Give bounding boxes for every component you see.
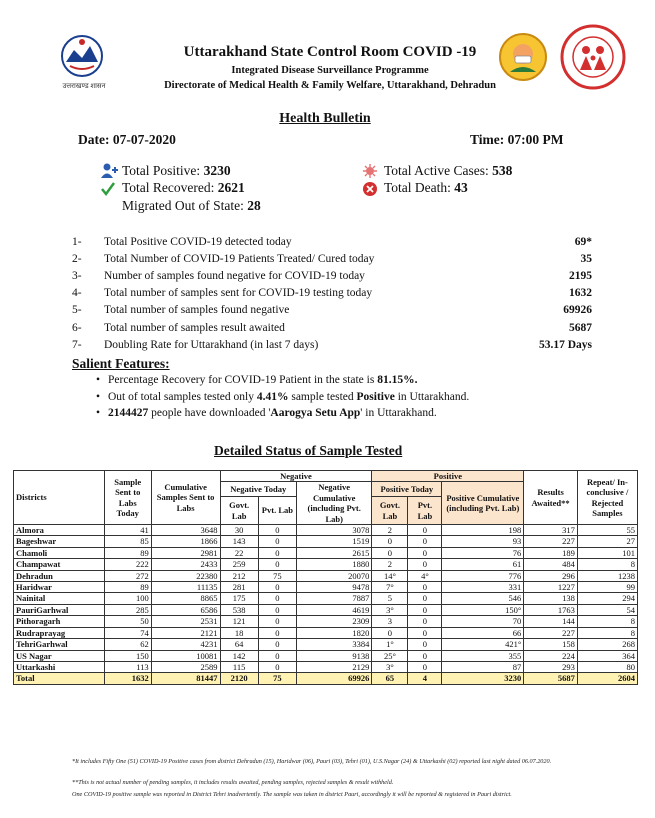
table-cell: 0 <box>408 559 442 570</box>
table-cell: 74 <box>104 627 151 638</box>
table-cell: 364 <box>577 650 637 661</box>
table-cell: 0 <box>408 616 442 627</box>
table-cell: 8865 <box>151 593 220 604</box>
table-cell: 8 <box>577 627 637 638</box>
table-cell: 70 <box>442 616 524 627</box>
table-cell: 99 <box>577 582 637 593</box>
table-cell: 0 <box>258 582 296 593</box>
table-cell: 3384 <box>297 639 372 650</box>
salient-title: Salient Features: <box>72 356 170 371</box>
col-negative: Negative <box>220 471 372 482</box>
table-cell: 189 <box>524 547 578 558</box>
district-cell: Total <box>14 673 105 684</box>
covid-mascot-logo <box>498 32 548 82</box>
bulletin-time: Time: 07:00 PM <box>470 132 564 147</box>
table-row <box>14 627 638 638</box>
table-cell: 7° <box>372 582 408 593</box>
table-title: Detailed Status of Sample Tested <box>214 443 403 458</box>
table-cell: 2 <box>372 559 408 570</box>
table-cell: 1519 <box>297 536 372 547</box>
table-row <box>14 570 638 581</box>
footnote-1: *It includes Fifty One (51) COVID-19 Positive cases from district Dehradun (15), Haridwar (06), Pauri (03), Tehri (01), U.S.Nagar (24) & Uttarkashi (02) reported last night dated 06.07.2020. <box>72 758 552 765</box>
summary-row <box>72 285 592 302</box>
summary-label: Number of samples found negative for COVID-19 today <box>104 269 365 282</box>
col-pos-cum: Positive Cumulative (including Pvt. Lab) <box>442 482 524 525</box>
table-cell: 20070 <box>297 570 372 581</box>
active-value: 538 <box>492 163 513 178</box>
table-row <box>14 582 638 593</box>
page-title: Uttarakhand State Control Room COVID -19 <box>183 44 477 60</box>
table-cell: 65 <box>372 673 408 684</box>
table-row <box>14 536 638 547</box>
salient-text: Out of total samples tested only <box>108 391 257 403</box>
district-cell: Almora <box>14 525 105 536</box>
bulletin-date: Date: 07-07-2020 <box>78 132 176 147</box>
table-cell: 85 <box>104 536 151 547</box>
table-cell: 331 <box>442 582 524 593</box>
table-cell: 0 <box>258 639 296 650</box>
migrated-label: Migrated Out of State: <box>122 198 244 213</box>
district-cell: Dehradun <box>14 570 105 581</box>
col-sample-sent: Sample Sent to Labs Today <box>104 471 151 525</box>
table-cell: 8 <box>577 616 637 627</box>
table-row <box>14 547 638 558</box>
table-cell: 54 <box>577 604 637 615</box>
summary-label: Total Positive COVID-19 detected today <box>104 235 292 248</box>
table-cell: 2121 <box>151 627 220 638</box>
table-cell: 7887 <box>297 593 372 604</box>
summary-row <box>72 267 592 284</box>
table-cell: 227 <box>524 627 578 638</box>
table-cell: 76 <box>442 547 524 558</box>
table-cell: 0 <box>408 582 442 593</box>
table-cell: 22380 <box>151 570 220 581</box>
table-cell: 484 <box>524 559 578 570</box>
table-cell: 81447 <box>151 673 220 684</box>
col-neg-today: Negative Today <box>220 482 296 497</box>
table-cell: 355 <box>442 650 524 661</box>
table-cell: 4231 <box>151 639 220 650</box>
table-cell: 2589 <box>151 661 220 672</box>
table-cell: 115 <box>220 661 258 672</box>
table-row <box>14 559 638 570</box>
table-cell: 0 <box>258 650 296 661</box>
death-label: Total Death: <box>384 180 451 195</box>
table-cell: 222 <box>104 559 151 570</box>
table-cell: 2615 <box>297 547 372 558</box>
summary-label: Total number of samples found negative <box>104 304 290 317</box>
table-cell: 0 <box>408 639 442 650</box>
table-cell: 294 <box>577 593 637 604</box>
table-cell: 142 <box>220 650 258 661</box>
salient-bold: 4.41% <box>256 391 289 403</box>
table-row <box>14 525 638 536</box>
table-cell: 1763 <box>524 604 578 615</box>
table-cell: 158 <box>524 639 578 650</box>
summary-value: 69926 <box>563 304 592 317</box>
table-cell: 89 <box>104 547 151 558</box>
salient-bold: Positive <box>356 391 395 403</box>
table-cell: 0 <box>258 661 296 672</box>
table-cell: 2309 <box>297 616 372 627</box>
table-cell: 0 <box>408 661 442 672</box>
table-cell: 0 <box>408 604 442 615</box>
table-cell: 285 <box>104 604 151 615</box>
table-cell: 64 <box>220 639 258 650</box>
footnote-3: One COVID-19 positive sample was reported in District Tehri inadvertently. The sample was taken in district Pauri, accordingly it will be reported & registered in Pauri district. <box>72 791 512 798</box>
table-cell: 1227 <box>524 582 578 593</box>
table-cell: 2981 <box>151 547 220 558</box>
table-cell: 1880 <box>297 559 372 570</box>
summary-number: 6- <box>72 321 82 334</box>
table-cell: 0 <box>372 536 408 547</box>
summary-number: 3- <box>72 269 82 282</box>
table-cell: 30 <box>220 525 258 536</box>
salient-text: sample tested <box>288 391 357 403</box>
page-subtitle-directorate: Directorate of Medical Health & Family Welfare, Uttarakhand, Dehradun <box>164 80 496 91</box>
table-cell: 87 <box>442 661 524 672</box>
col-districts: Districts <box>14 471 105 525</box>
check-icon <box>100 181 116 202</box>
table-cell: 61 <box>442 559 524 570</box>
table-cell: 1632 <box>104 673 151 684</box>
table-cell: 272 <box>104 570 151 581</box>
table-cell: 268 <box>577 639 637 650</box>
table-cell: 3230 <box>442 673 524 684</box>
total-death <box>384 180 468 196</box>
table-cell: 4 <box>408 673 442 684</box>
summary-number: 5- <box>72 304 82 317</box>
total-positive <box>122 163 231 179</box>
table-cell: 2433 <box>151 559 220 570</box>
bulletin-title: Health Bulletin <box>279 111 371 126</box>
summary-value: 2195 <box>569 269 592 282</box>
table-cell: 1866 <box>151 536 220 547</box>
table-cell: 6586 <box>151 604 220 615</box>
total-positive-value: 3230 <box>203 163 231 178</box>
table-cell: 421° <box>442 639 524 650</box>
district-cell: TehriGarhwal <box>14 639 105 650</box>
col-positive: Positive <box>372 471 524 482</box>
table-cell: 55 <box>577 525 637 536</box>
logo-caption: उत्तराखण्ड शासन <box>62 82 106 90</box>
salient-bold: 81.15%. <box>377 374 418 386</box>
table-cell: 2120 <box>220 673 258 684</box>
table-cell: 227 <box>524 536 578 547</box>
table-cell: 75 <box>258 673 296 684</box>
table-cell: 1238 <box>577 570 637 581</box>
table-cell: 0 <box>258 559 296 570</box>
death-value: 43 <box>454 180 468 195</box>
table-cell: 9138 <box>297 650 372 661</box>
table-cell: 3648 <box>151 525 220 536</box>
table-cell: 538 <box>220 604 258 615</box>
table-cell: 50 <box>104 616 151 627</box>
district-cell: PauriGarhwal <box>14 604 105 615</box>
summary-number: 4- <box>72 287 82 300</box>
sample-status-table <box>13 470 638 685</box>
table-row <box>14 650 638 661</box>
summary-number: 1- <box>72 235 82 248</box>
table-cell: 75 <box>258 570 296 581</box>
total-recovered-label: Total Recovered: <box>122 180 215 195</box>
table-cell: 113 <box>104 661 151 672</box>
table-cell: 3 <box>372 616 408 627</box>
district-cell: Uttarkashi <box>14 661 105 672</box>
migrated-out <box>122 198 261 214</box>
summary-value: 69* <box>574 235 592 248</box>
table-cell: 0 <box>408 593 442 604</box>
table-cell: 0 <box>408 547 442 558</box>
total-recovered <box>122 180 245 196</box>
table-cell: 212 <box>220 570 258 581</box>
page-subtitle: Integrated Disease Surveillance Programme <box>231 65 429 76</box>
total-active <box>384 163 512 179</box>
table-cell: 296 <box>524 570 578 581</box>
district-cell: Bageshwar <box>14 536 105 547</box>
table-row <box>14 661 638 672</box>
table-cell: 150° <box>442 604 524 615</box>
col-neg-govt: Govt. Lab <box>220 497 258 525</box>
table-cell: 3078 <box>297 525 372 536</box>
total-positive-label: Total Positive: <box>122 163 201 178</box>
table-cell: 0 <box>408 627 442 638</box>
col-pos-pvt: Pvt. Lab <box>408 497 442 525</box>
summary-number: 7- <box>72 338 82 351</box>
table-cell: 2531 <box>151 616 220 627</box>
table-cell: 89 <box>104 582 151 593</box>
table-cell: 41 <box>104 525 151 536</box>
uttarakhand-emblem-logo <box>52 28 112 88</box>
summary-label: Total Number of COVID-19 Patients Treated/ Cured today <box>104 252 375 265</box>
summary-number: 2- <box>72 252 82 265</box>
col-neg-pvt: Pvt. Lab <box>258 497 296 525</box>
table-cell: 0 <box>258 627 296 638</box>
table-row <box>14 616 638 627</box>
table-cell: 1820 <box>297 627 372 638</box>
salient-item-aarogya: • 2144427 people have downloaded 'Aarogya Setu App' in Uttarakhand. <box>96 407 437 419</box>
salient-item-positivity: • Out of total samples tested only 4.41% sample tested Positive in Uttarakhand. <box>96 391 470 403</box>
table-cell: 0 <box>258 525 296 536</box>
table-cell: 150 <box>104 650 151 661</box>
footnote-2: **This is not actual number of pending samples, it includes results awaited, pending samples, rejected samples & result withheld. <box>72 779 394 786</box>
table-cell: 0 <box>408 650 442 661</box>
district-cell: US Nagar <box>14 650 105 661</box>
table-cell: 0 <box>258 536 296 547</box>
table-cell: 93 <box>442 536 524 547</box>
table-row <box>14 604 638 615</box>
salient-text: Percentage Recovery for COVID-19 Patient in the state is <box>108 374 378 386</box>
table-row <box>14 593 638 604</box>
table-cell: 198 <box>442 525 524 536</box>
table-cell: 69926 <box>297 673 372 684</box>
col-results-awaited: Results Awaited** <box>524 471 578 525</box>
district-cell: Pithoragarh <box>14 616 105 627</box>
table-cell: 3° <box>372 604 408 615</box>
salient-bold: 2144427 <box>108 407 149 419</box>
col-pos-govt: Govt. Lab <box>372 497 408 525</box>
salient-item-recovery: • Percentage Recovery for COVID-19 Patient in the state is 81.15%. <box>96 374 418 386</box>
table-cell: 121 <box>220 616 258 627</box>
summary-row <box>72 302 592 319</box>
summary-value: 5687 <box>569 321 592 334</box>
table-cell: 101 <box>577 547 637 558</box>
col-neg-cum: Negative Cumulative (including Pvt. Lab) <box>297 482 372 525</box>
table-cell: 2604 <box>577 673 637 684</box>
summary-row <box>72 233 592 250</box>
table-cell: 80 <box>577 661 637 672</box>
district-cell: Rudraprayag <box>14 627 105 638</box>
district-cell: Nainital <box>14 593 105 604</box>
table-cell: 175 <box>220 593 258 604</box>
table-cell: 2129 <box>297 661 372 672</box>
table-cell: 0 <box>408 536 442 547</box>
col-cum-samples: Cumulative Samples Sent to Labs <box>151 471 220 525</box>
table-cell: 281 <box>220 582 258 593</box>
active-label: Total Active Cases: <box>384 163 489 178</box>
table-cell: 0 <box>258 593 296 604</box>
table-cell: 0 <box>372 547 408 558</box>
table-cell: 11135 <box>151 582 220 593</box>
table-cell: 5687 <box>524 673 578 684</box>
total-row <box>14 673 638 684</box>
salient-text: in Uttarakhand. <box>394 391 470 403</box>
summary-row <box>72 250 592 267</box>
table-cell: 776 <box>442 570 524 581</box>
district-cell: Haridwar <box>14 582 105 593</box>
summary-label: Doubling Rate for Uttarakhand (in last 7 days) <box>104 338 319 351</box>
table-cell: 144 <box>524 616 578 627</box>
table-cell: 62 <box>104 639 151 650</box>
summary-row <box>72 336 592 353</box>
table-cell: 143 <box>220 536 258 547</box>
table-row <box>14 639 638 650</box>
table-cell: 259 <box>220 559 258 570</box>
table-cell: 66 <box>442 627 524 638</box>
table-cell: 25° <box>372 650 408 661</box>
nhm-logo <box>560 24 626 90</box>
table-cell: 0 <box>258 547 296 558</box>
col-pos-today: Positive Today <box>372 482 442 497</box>
salient-text: people have downloaded ' <box>148 407 271 419</box>
table-cell: 27 <box>577 536 637 547</box>
table-cell: 138 <box>524 593 578 604</box>
table-cell: 10081 <box>151 650 220 661</box>
table-cell: 18 <box>220 627 258 638</box>
total-recovered-value: 2621 <box>217 180 245 195</box>
summary-label: Total number of samples result awaited <box>104 321 285 334</box>
district-cell: Chamoli <box>14 547 105 558</box>
table-cell: 100 <box>104 593 151 604</box>
salient-text: ' in Uttarakhand. <box>360 407 437 419</box>
table-cell: 3° <box>372 661 408 672</box>
district-cell: Champawat <box>14 559 105 570</box>
table-cell: 2 <box>372 525 408 536</box>
col-repeat: Repeat/ In-conclusive / Rejected Samples <box>577 471 637 525</box>
salient-bold: Aarogya Setu App <box>270 407 361 419</box>
summary-value: 35 <box>580 252 592 265</box>
table-cell: 9478 <box>297 582 372 593</box>
summary-list <box>72 233 592 353</box>
summary-label: Total number of samples sent for COVID-19 testing today <box>104 287 373 300</box>
table-cell: 1° <box>372 639 408 650</box>
migrated-value: 28 <box>247 198 261 213</box>
table-cell: 22 <box>220 547 258 558</box>
summary-value: 1632 <box>569 287 592 300</box>
summary-row <box>72 319 592 336</box>
table-cell: 293 <box>524 661 578 672</box>
table-cell: 5 <box>372 593 408 604</box>
table-cell: 317 <box>524 525 578 536</box>
table-cell: 224 <box>524 650 578 661</box>
table-cell: 4619 <box>297 604 372 615</box>
table-cell: 0 <box>258 616 296 627</box>
table-cell: 14° <box>372 570 408 581</box>
table-cell: 0 <box>408 525 442 536</box>
death-icon <box>362 181 378 202</box>
summary-value: 53.17 Days <box>538 338 592 351</box>
table-cell: 8 <box>577 559 637 570</box>
table-cell: 0 <box>258 604 296 615</box>
table-cell: 546 <box>442 593 524 604</box>
table-cell: 4° <box>408 570 442 581</box>
table-cell: 0 <box>372 627 408 638</box>
